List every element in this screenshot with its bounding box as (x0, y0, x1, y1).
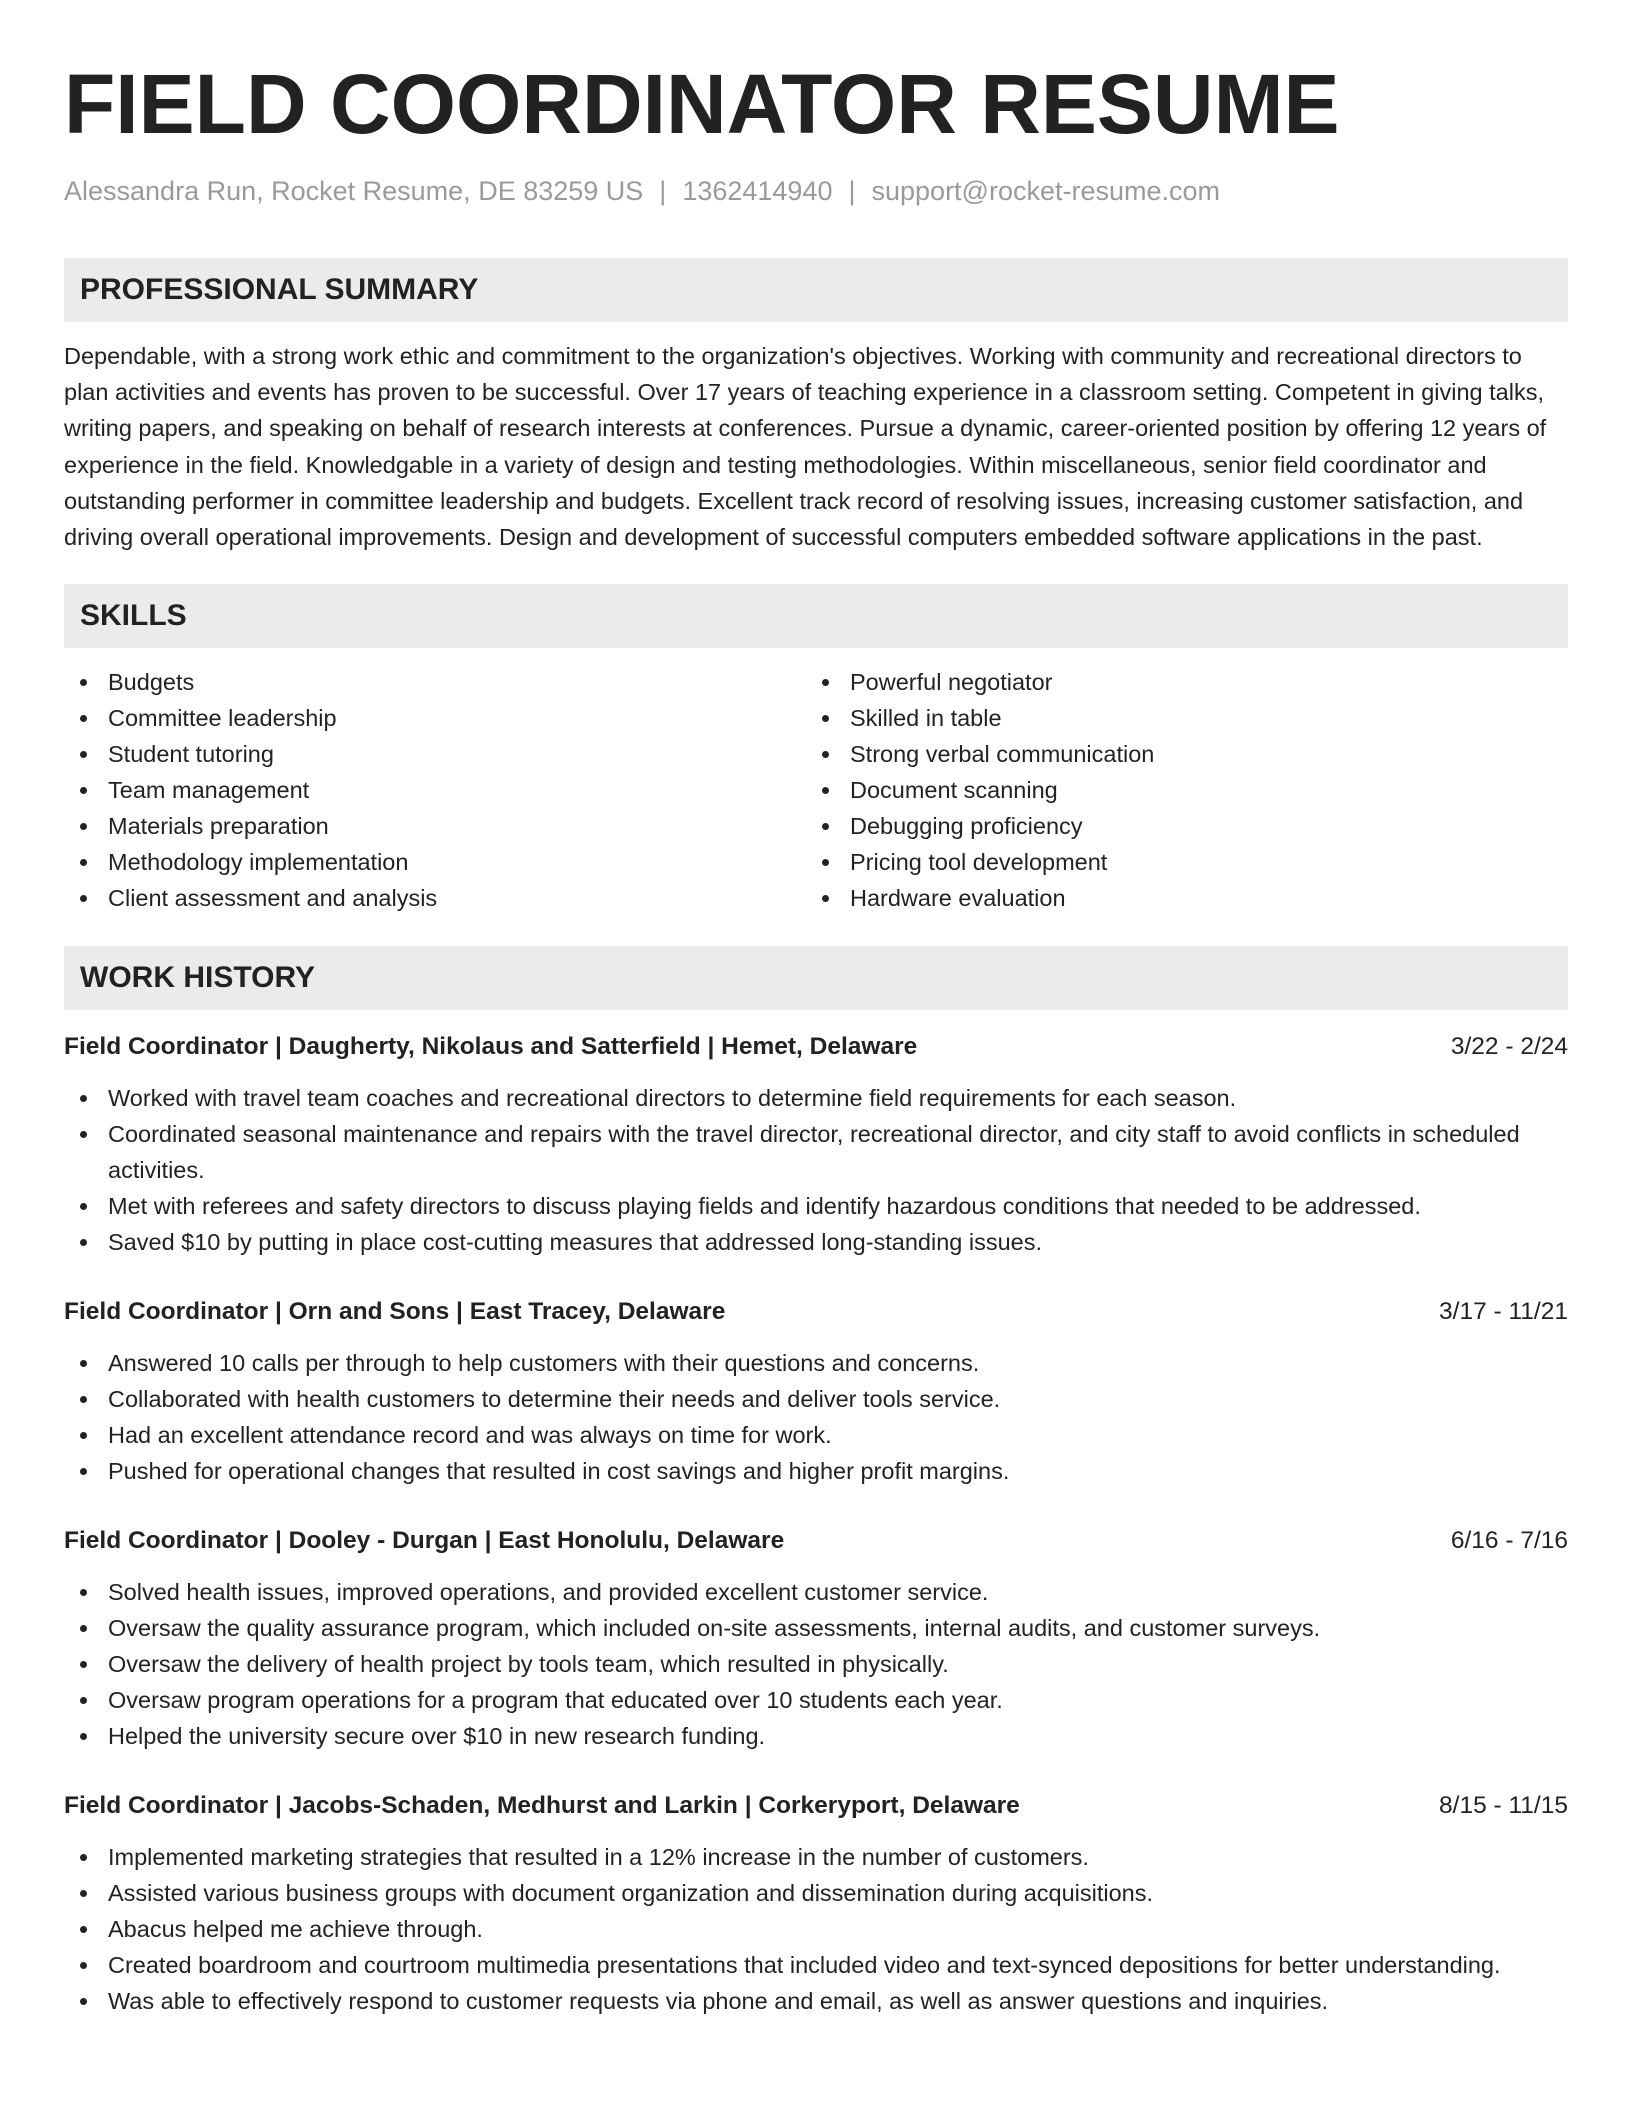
skill-item: Skilled in table (806, 700, 1548, 736)
job-bullets (64, 1080, 1568, 1260)
job-dates: 3/22 - 2/24 (1450, 1033, 1568, 1061)
contact-separator: | (659, 176, 667, 206)
job-bullet: Was able to effectively respond to customer requests via phone and email, as well as answer questions and inquiries. (64, 1983, 1568, 2019)
job-bullets (64, 1345, 1568, 1489)
contact-email[interactable]: support@rocket-resume.com (871, 176, 1221, 206)
resume-title: FIELD COORDINATOR RESUME (64, 57, 1340, 151)
job-bullets (64, 1839, 1568, 2019)
job-bullet: Saved $10 by putting in place cost-cutting measures that addressed long-standing issues. (64, 1224, 1568, 1260)
job-bullet: Abacus helped me achieve through. (64, 1911, 1568, 1947)
summary-heading: PROFESSIONAL SUMMARY (80, 273, 479, 306)
job-entry (64, 1030, 1568, 1260)
skill-item: Methodology implementation (64, 844, 806, 880)
job-entry (64, 1295, 1568, 1489)
job-bullet: Helped the university secure over $10 in new research funding. (64, 1718, 1568, 1754)
job-dates: 3/17 - 11/21 (1439, 1298, 1568, 1326)
job-entry (64, 1524, 1568, 1754)
job-entry (64, 1789, 1568, 2019)
skill-item: Committee leadership (64, 700, 806, 736)
job-header (64, 1295, 1568, 1329)
work-section-header (64, 946, 1568, 1010)
skill-item: Strong verbal communication (806, 736, 1548, 772)
skill-item: Powerful negotiator (806, 664, 1548, 700)
job-header (64, 1789, 1568, 1823)
job-header (64, 1030, 1568, 1064)
job-bullet: Met with referees and safety directors to discuss playing fields and identify hazardous conditions that needed to be addressed. (64, 1188, 1568, 1224)
skill-item: Client assessment and analysis (64, 880, 806, 916)
job-bullet: Implemented marketing strategies that resulted in a 12% increase in the number of customers. (64, 1839, 1568, 1875)
job-bullets (64, 1574, 1568, 1754)
job-bullet: Collaborated with health customers to determine their needs and deliver tools service. (64, 1381, 1568, 1417)
job-bullet: Assisted various business groups with document organization and dissemination during acquisitions. (64, 1875, 1568, 1911)
skill-item: Materials preparation (64, 808, 806, 844)
contact-address: Alessandra Run, Rocket Resume, DE 83259 US (64, 176, 644, 206)
skills-column-left (64, 664, 806, 916)
job-title: Field Coordinator | Dooley - Durgan | East Honolulu, Delaware (64, 1527, 785, 1555)
work-heading: WORK HISTORY (80, 961, 316, 995)
job-bullet: Solved health issues, improved operations, and provided excellent customer service. (64, 1574, 1568, 1610)
contact-phone: 1362414940 (682, 176, 833, 206)
skill-item: Pricing tool development (806, 844, 1548, 880)
job-header (64, 1524, 1568, 1558)
job-bullet: Coordinated seasonal maintenance and repairs with the travel director, recreational director, and city staff to avoid conflicts in scheduled activities. (64, 1116, 1568, 1188)
job-dates: 6/16 - 7/16 (1450, 1527, 1568, 1555)
job-bullet: Oversaw the quality assurance program, which included on-site assessments, internal audits, and customer surveys. (64, 1610, 1568, 1646)
skill-item: Debugging proficiency (806, 808, 1548, 844)
job-bullet: Pushed for operational changes that resulted in cost savings and higher profit margins. (64, 1453, 1568, 1489)
skill-item: Document scanning (806, 772, 1548, 808)
skill-item: Student tutoring (64, 736, 806, 772)
job-bullet: Had an excellent attendance record and was always on time for work. (64, 1417, 1568, 1453)
job-title: Field Coordinator | Daugherty, Nikolaus and Satterfield | Hemet, Delaware (64, 1033, 918, 1061)
job-bullet: Worked with travel team coaches and recreational directors to determine field requirements for each season. (64, 1080, 1568, 1116)
skill-item: Team management (64, 772, 806, 808)
job-bullet: Oversaw program operations for a program that educated over 10 students each year. (64, 1682, 1568, 1718)
skill-item: Budgets (64, 664, 806, 700)
skills-section-header (64, 584, 1568, 648)
summary-text: Dependable, with a strong work ethic and commitment to the organization's objectives. Working with community and recreational directors to plan activities and events has proven to be successful. Over 17 years of teaching experience in a classroom setting. Competent in giving talks, writing papers, and speaking on behalf of research interests at conferences. Pursue a dynamic, career-oriented position by offering 12 years of experience in the field. Knowledgable in a variety of design and testing methodologies. Within miscellaneous, senior field coordinator and outstanding performer in committee leadership and budgets. Excellent track record of resolving issues, increasing customer satisfaction, and driving overall operational improvements. Design and development of successful computers embedded software applications in the past. (64, 343, 1547, 551)
skill-item: Hardware evaluation (806, 880, 1548, 916)
job-bullet: Answered 10 calls per through to help customers with their questions and concerns. (64, 1345, 1568, 1381)
job-dates: 8/15 - 11/15 (1439, 1792, 1568, 1820)
skills-column-right (806, 664, 1548, 916)
job-title: Field Coordinator | Orn and Sons | East Tracey, Delaware (64, 1298, 726, 1326)
contact-line (64, 174, 1568, 208)
skills-heading: SKILLS (80, 599, 187, 633)
job-title: Field Coordinator | Jacobs-Schaden, Medhurst and Larkin | Corkeryport, Delaware (64, 1792, 1020, 1820)
contact-separator: | (848, 176, 856, 206)
skills-list (64, 664, 1568, 916)
job-bullet: Created boardroom and courtroom multimedia presentations that included video and text-synced depositions for better understanding. (64, 1947, 1568, 1983)
job-bullet: Oversaw the delivery of health project by tools team, which resulted in physically. (64, 1646, 1568, 1682)
summary-section-header (64, 258, 1568, 322)
